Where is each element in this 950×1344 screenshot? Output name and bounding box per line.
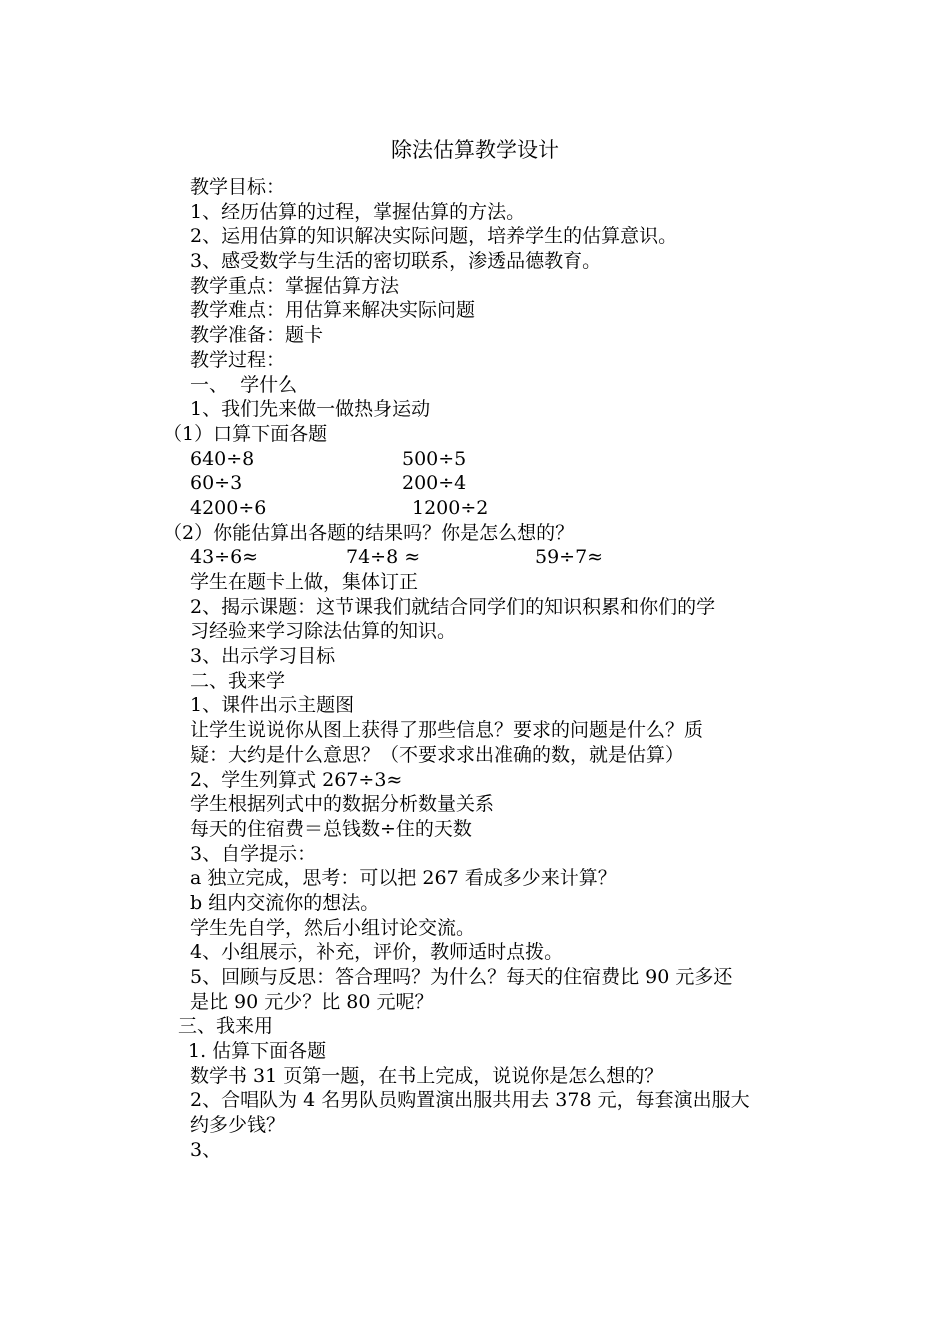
self-study-heading: 3、自学提示：	[190, 842, 317, 865]
difficult-point: 教学难点：用估算来解决实际问题	[190, 299, 476, 322]
estimate-heading: （2）你能估算出各题的结果吗？你是怎么想的？	[163, 521, 575, 544]
group-show: 4、小组展示，补充，评价，教师适时点拨。	[190, 941, 564, 964]
review-2: 是比 90 元少？比 80 元呢？	[190, 990, 434, 1013]
goal-1: 1、经历估算的过程，掌握估算的方法。	[190, 200, 526, 223]
document-body	[163, 175, 810, 1163]
estimate-problem: 59÷7≈	[535, 546, 604, 569]
section-three-heading: 三、我来用	[178, 1015, 274, 1038]
self-study-discuss: 学生先自学，然后小组讨论交流。	[190, 916, 476, 939]
estimate-problem: 43÷6≈	[190, 546, 259, 569]
question-1: 让学生说说你从图上获得了那些信息？要求的问题是什么？质	[190, 719, 704, 742]
step-warmup: 1、我们先来做一做热身运动	[190, 398, 431, 421]
section-one-heading: 一、 学什么	[190, 373, 298, 396]
equation-step: 2、学生列算式 267÷3≈	[190, 768, 403, 791]
oral-problem: 640÷8	[190, 447, 255, 470]
oral-row	[190, 471, 810, 496]
choir-problem-1: 2、合唱队为 4 名男队员购置演出服共用去 378 元，每套演出服大	[190, 1089, 750, 1112]
section-two-heading: 二、我来学	[190, 669, 286, 692]
item-3: 3、	[190, 1138, 222, 1161]
self-study-a: a 独立完成，思考：可以把 267 看成多少来计算？	[190, 867, 617, 890]
process-heading: 教学过程：	[190, 348, 286, 371]
document-title: 除法估算教学设计	[391, 138, 559, 162]
question-2: 疑：大约是什么意思？（不要求求出准确的数，就是估算）	[190, 743, 685, 766]
show-objectives: 3、出示学习目标	[190, 645, 336, 668]
estimate-row	[190, 545, 810, 570]
analyze-relation: 学生根据列式中的数据分析数量关系	[190, 793, 495, 816]
review-1: 5、回顾与反思：答合理吗？为什么？每天的住宿费比 90 元多还	[190, 966, 733, 988]
oral-problem: 500÷5	[402, 447, 467, 470]
key-point: 教学重点：掌握估算方法	[190, 274, 400, 297]
reveal-topic-2: 习经验来学习除法估算的知识。	[190, 620, 457, 643]
oral-calc-heading: （1）口算下面各题	[163, 422, 328, 445]
oral-problem: 60÷3	[190, 472, 243, 495]
oral-row	[190, 447, 810, 472]
goal-2: 2、运用估算的知识解决实际问题，培养学生的估算意识。	[190, 225, 678, 248]
student-practice: 学生在题卡上做，集体订正	[190, 571, 419, 593]
goals-heading: 教学目标：	[190, 176, 286, 198]
oral-problem: 1200÷2	[412, 496, 489, 519]
goal-3: 3、感受数学与生活的密切联系，渗透品德教育。	[190, 250, 602, 273]
formula: 每天的住宿费＝总钱数÷住的天数	[190, 817, 472, 840]
show-theme-image: 1、课件出示主题图	[190, 694, 355, 717]
oral-row	[190, 496, 810, 521]
estimate-problem: 74÷8 ≈	[346, 546, 421, 569]
choir-problem-2: 约多少钱？	[190, 1114, 286, 1137]
preparation: 教学准备：题卡	[190, 324, 324, 347]
textbook-task: 数学书 31 页第一题，在书上完成，说说你是怎么想的？	[190, 1064, 664, 1087]
reveal-topic-1: 2、揭示课题：这节课我们就结合同学们的知识积累和你们的学	[190, 595, 716, 618]
oral-problem: 200÷4	[402, 472, 467, 495]
estimate-task-heading: 1. 估算下面各题	[188, 1040, 327, 1063]
self-study-b: b 组内交流你的想法。	[190, 891, 380, 914]
oral-problem: 4200÷6	[190, 496, 267, 519]
